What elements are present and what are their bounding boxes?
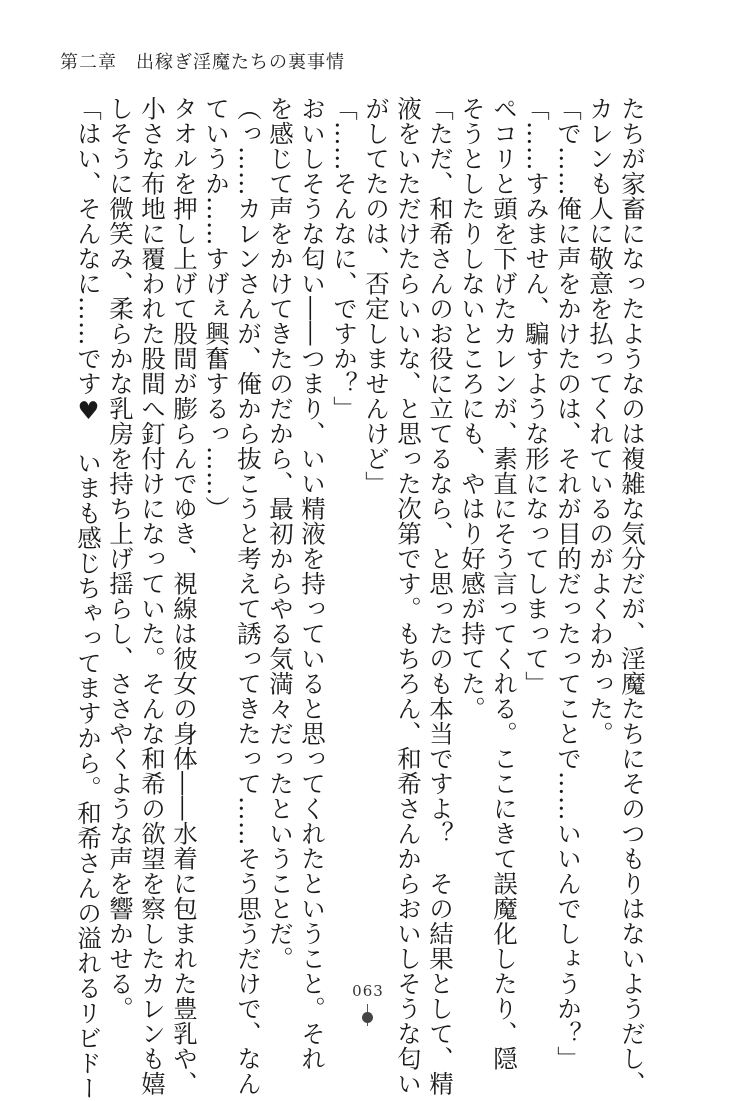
text-line: 液をいただけたらいいな、と思った次第です。もちろん、和希さんからおいしそうな匂い xyxy=(394,96,423,1096)
text-line: 「ただ、和希さんのお役に立てるなら、と思ったのも本当ですよ？ その結果として、精 xyxy=(426,96,455,1096)
page-marker-dot xyxy=(362,1012,373,1023)
text-line: 小さな布地に覆われた股間へ釘付けになっていた。そんな和希の欲望を察したカレンも嬉 xyxy=(138,96,167,1096)
text-line: そうとしたりしないところにも、やはり好感が持てた。 xyxy=(458,96,487,721)
text-line: カレンも人に敬意を払ってくれているのがよくわかった。 xyxy=(586,96,615,746)
text-line: タオルを押し上げて股間が膨らんでゆき、視線は彼女の身体――水着に包まれた豊乳や、 xyxy=(170,96,199,1096)
text-line: たちが家畜になったようなのは複雑な気分だが、淫魔たちにそのつもりはないようだし、 xyxy=(618,96,647,1096)
text-line: おいしそうな匂い――つまり、いい精液を持っていると思ってくれたということ。それ xyxy=(298,96,327,1071)
text-line: 「はい、そんなに……です♥ いまも感じちゃってますから。和希さんの溢れるリビドー xyxy=(74,96,103,1101)
text-line: を感じて声をかけてきたのだから、最初からやる気満々だったということだ。 xyxy=(266,96,295,971)
text-line: （っ……カレンさんが、俺から抜こうと考えて誘ってきたって……そう思うだけで、なん xyxy=(234,96,263,1096)
text-line: ペコリと頭を下げたカレンが、素直にそう言ってくれる。ここにきて誤魔化したり、隠 xyxy=(490,96,519,1071)
page-number: 063 xyxy=(352,982,384,1000)
text-line: 「……すみません、騙すような形になってしまって」 xyxy=(522,96,551,696)
chapter-title: 第二章 出稼ぎ淫魔たちの裏事情 xyxy=(60,52,345,73)
text-line: がしてたのは、否定しませんけど」 xyxy=(362,96,391,496)
text-line: 「で……俺に声をかけたのは、それが目的だったってことで……いいんでしょうか？」 xyxy=(554,96,583,1071)
text-line: しそうに微笑み、柔らかな乳房を持ち上げ揺らし、ささやくような声を響かせる。 xyxy=(106,96,135,1021)
text-line: ていうか……すげぇ興奮するっ……） xyxy=(202,96,231,521)
text-line: 「……そんなに、ですか？」 xyxy=(330,96,359,421)
